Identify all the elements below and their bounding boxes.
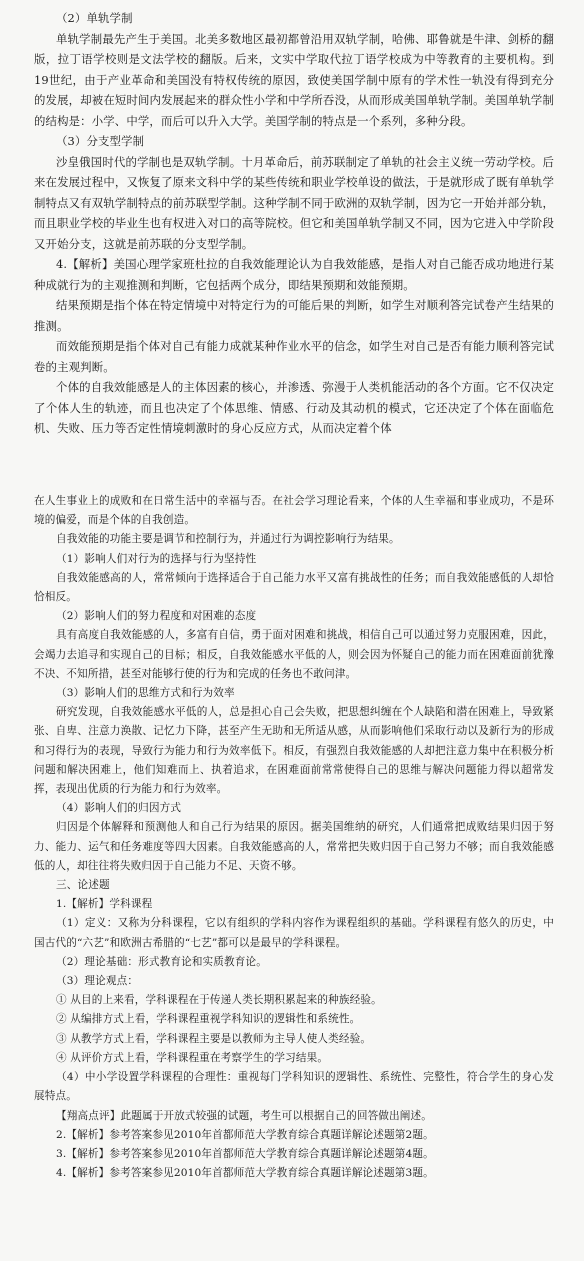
paragraph-q12: 1.【解析】学科课程 xyxy=(56,898,153,911)
paragraph-q2: 自我效能的功能主要是调节和控制行为，并通过行为调控影响行为结果。 xyxy=(56,533,400,546)
paragraph-q20: （4）中小学设置学科课程的合理性：重视每门学科知识的逻辑性、系统性、完整性，符合学生的身心发展特点。 xyxy=(34,1071,554,1103)
paragraph-q8: 研究发现，自我效能感水平低的人，总是担心自己会失败，把思想纠缠在个人缺陷和潜在困难上，导致紧张、自卑、注意力涣散、记忆力下降，甚至产生无助和无所适从感，从而影响他们采取行动以及新行为的形成和习得行为的表现，导致行为能力和行为效率低下。相反，有强烈自我效能感的人却把注意力集中在积极分析问题和解决困难上，他们知难而上、执着追求，在困难面前常常使得自己的思维与解决问题能力得以超常发挥，表现出优质的行为能力和行为效率。 xyxy=(34,706,554,796)
paragraph-q22: 2.【解析】参考答案参见2010年首都师范大学教育综合真题详解论述题第2题。 xyxy=(56,1128,434,1141)
paragraph-q23: 3.【解析】参考答案参见2010年首都师范大学教育综合真题详解论述题第4题。 xyxy=(56,1147,434,1160)
paragraph-q7: （3）影响人们的思维方式和行为效率 xyxy=(56,687,235,700)
paragraph-p8: 个体的自我效能感是人的主体因素的核心，并渗透、弥漫于人类机能活动的各个方面。它不仅决定了个体人生的轨迹，而且也决定了个体思维、情感、行动及其动机的模式，它还决定了个体在面临危机、失败、压力等否定性情境刺激时的身心反应方式，从而决定着个体 xyxy=(34,380,554,435)
text-block-upper xyxy=(0,8,584,439)
paragraph-q13: （1）定义：又称为分科课程，它以有组织的学科内容作为课程组织的基础。学科课程有悠久的历史，中国古代的“六艺”和欧洲古希腊的“七艺”都可以是最早的学科课程。 xyxy=(34,917,554,949)
paragraph-q21: 【翔高点评】此题属于开放式较强的试题，考生可以根据自己的回答做出阐述。 xyxy=(56,1109,433,1122)
paragraph-q10: 归因是个体解释和预测他人和自己行为结果的原因。据美国维纳的研究，人们通常把成败结果归因于努力、能力、运气和任务难度等四大因素。自我效能感高的人，常常把失败归因于自己努力不够；而自我效能感低的人，却往往将失败归因于自己能力不足、天资不够。 xyxy=(34,821,554,872)
paragraph-q3: （1）影响人们对行为的选择与行为坚持性 xyxy=(56,552,257,565)
paragraph-q18: ③ 从教学方式上看，学科课程主要是以教师为主导人使人类经验。 xyxy=(56,1032,372,1045)
paragraph-p3: （3）分支型学制 xyxy=(56,134,145,148)
paragraph-q19: ④ 从评价方式上看，学科课程重在考察学生的学习结果。 xyxy=(56,1051,329,1064)
paragraph-q1: 在人生事业上的成败和在日常生活中的幸福与否。在社会学习理论看来，个体的人生幸福和事业成功，不是环境的偏爱，而是个体的自我创造。 xyxy=(34,495,554,527)
paragraph-q9: （4）影响人们的归因方式 xyxy=(56,802,182,815)
paragraph-q5: （2）影响人们的努力程度和对困难的态度 xyxy=(56,610,257,623)
paragraph-p1: （2）单轨学制 xyxy=(56,11,133,25)
paragraph-q15: （3）理论观点： xyxy=(56,975,139,988)
paragraph-q4: 自我效能感高的人，常常倾向于选择适合于自己能力水平又富有挑战性的任务；而自我效能感低的人却恰恰相反。 xyxy=(34,571,554,604)
paragraph-p4: 沙皇俄国时代的学制也是双轨学制。十月革命后，前苏联制定了单轨的社会主义统一劳动学校。后来在发展过程中，又恢复了原来文科中学的某些传统和职业学校单设的做法，于是就形成了既有单轨学制特点又有双轨学制特点的前苏联型学制。这种学制不同于欧洲的双轨学制，因为它一开始并部分轨，而且职业学校的毕业生也有权进入对口的高等院校。但它和美国单轨学制又不同，因为它进入中学阶段又开始分支，这就是前苏联的分支型学制。 xyxy=(34,154,554,251)
paragraph-p2: 单轨学制最先产生于美国。北美多数地区最初都曾沿用双轨学制，哈佛、耶鲁就是牛津、剑桥的翻版，拉丁语学校则是文法学校的翻版。后来，文实中学取代拉丁语学校成为中等教育的主要机构。到19世纪，由于产业革命和美国没有特权传统的原因，致使美国学制中原有的学术性一轨没有得到充分的发展，却被在短时间内发展起来的群众性小学和中学所吞没，从而形成美国单轨学制。美国单轨学制的结构是：小学、中学，而后可以升入大学。美国学制的特点是一个系列，多种分段。 xyxy=(34,31,554,128)
paragraph-q24: 4.【解析】参考答案参见2010年首都师范大学教育综合真题详解论述题第3题。 xyxy=(56,1167,434,1180)
paragraph-p6: 结果预期是指个体在特定情境中对特定行为的可能后果的判断，如学生对顺利答完试卷产生结果的推测。 xyxy=(34,298,554,333)
paragraph-q14: （2）理论基础：形式教育论和实质教育论。 xyxy=(56,955,268,968)
paragraph-q17: ② 从编排方式上看，学科课程重视学科知识的逻辑性和系统性。 xyxy=(56,1013,361,1026)
text-block-lower xyxy=(0,492,584,1183)
paragraph-p5: 4.【解析】美国心理学家班杜拉的自我效能理论认为自我效能感，是指人对自己能否成功地进行某种成就行为的主观推测和判断，它包括两个成分，即结果预期和效能预期。 xyxy=(34,257,554,292)
paragraph-p7: 而效能预期是指个体对自己有能力成就某种作业水平的信念，如学生对自己是否有能力顺利答完试卷的主观判断。 xyxy=(34,339,554,374)
paragraph-q6: 具有高度自我效能感的人，多富有自信，勇于面对困难和挑战，相信自己可以通过努力克服困难，因此，会竭力去追寻和实现自己的目标；相反，自我效能感水平低的人，则会因为怀疑自己的能力而在困难面前犹豫不决、不知所措，甚至对能够行使的行为和完成的任务也不敢问津。 xyxy=(34,629,554,680)
paragraph-q11: 三、论述题 xyxy=(56,879,110,892)
paragraph-q16: ① 从目的上来看，学科课程在于传递人类长期积累起来的种族经验。 xyxy=(56,994,382,1007)
